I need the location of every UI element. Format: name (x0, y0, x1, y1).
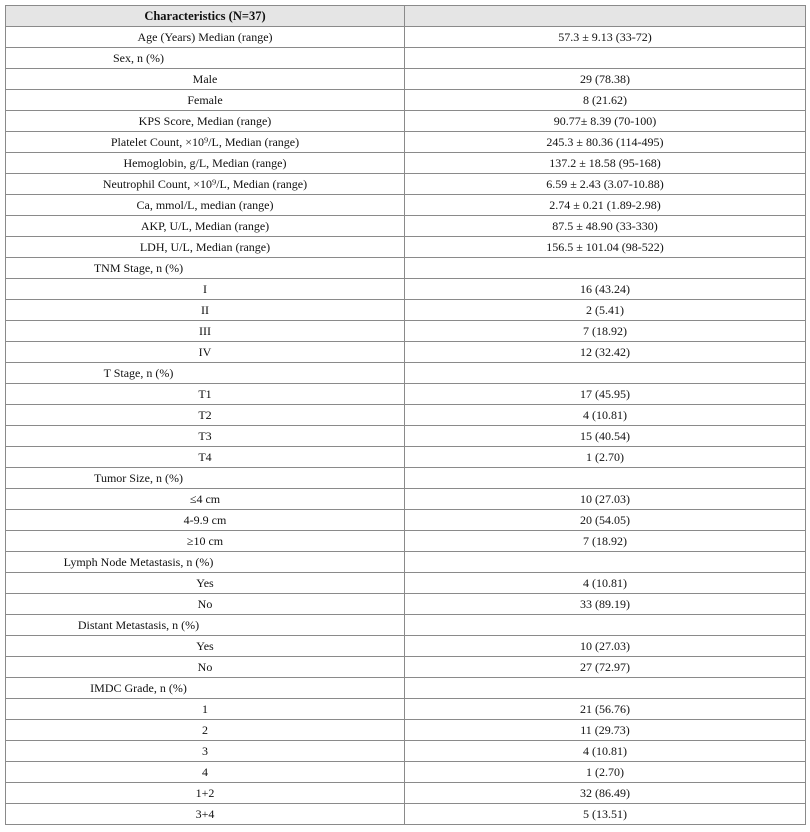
header-cell-value (405, 6, 806, 27)
row-label-cell: 1+2 (6, 783, 405, 804)
row-label-cell: ≥10 cm (6, 531, 405, 552)
row-value-cell: 4 (10.81) (405, 741, 806, 762)
row-label-cell: 4-9.9 cm (6, 510, 405, 531)
table-row (6, 594, 806, 615)
table-header-row (6, 6, 806, 27)
row-label-cell: 4 (6, 762, 405, 783)
row-value-cell: 7 (18.92) (405, 321, 806, 342)
table-row (6, 69, 806, 90)
table-row (6, 636, 806, 657)
characteristics-table-container (5, 5, 805, 825)
row-label-cell: Female (6, 90, 405, 111)
row-value-cell (405, 363, 806, 384)
section-label: IMDC Grade, n (%) (90, 681, 187, 695)
row-value-cell: 20 (54.05) (405, 510, 806, 531)
row-value-cell: 11 (29.73) (405, 720, 806, 741)
table-row (6, 216, 806, 237)
section-label: Lymph Node Metastasis, n (%) (63, 555, 214, 569)
row-label-cell: LDH, U/L, Median (range) (6, 237, 405, 258)
row-label-cell: T4 (6, 447, 405, 468)
table-row (6, 405, 806, 426)
table-row (6, 426, 806, 447)
table-row (6, 384, 806, 405)
table-row (6, 762, 806, 783)
row-label-cell: ≤4 cm (6, 489, 405, 510)
table-row (6, 657, 806, 678)
row-label-cell: I (6, 279, 405, 300)
row-value-cell (405, 48, 806, 69)
table-row (6, 174, 806, 195)
row-label-cell: T3 (6, 426, 405, 447)
row-value-cell: 17 (45.95) (405, 384, 806, 405)
row-value-cell (405, 552, 806, 573)
row-value-cell: 6.59 ± 2.43 (3.07-10.88) (405, 174, 806, 195)
row-value-cell: 21 (56.76) (405, 699, 806, 720)
table-row (6, 300, 806, 321)
section-label-cell (6, 258, 405, 279)
row-value-cell: 245.3 ± 80.36 (114-495) (405, 132, 806, 153)
table-row (6, 90, 806, 111)
row-value-cell: 16 (43.24) (405, 279, 806, 300)
row-label-cell: IV (6, 342, 405, 363)
row-label-cell: Yes (6, 573, 405, 594)
table-section-row (6, 363, 806, 384)
table-section-row (6, 615, 806, 636)
row-value-cell: 87.5 ± 48.90 (33-330) (405, 216, 806, 237)
row-label-cell: Platelet Count, ×10⁹/L, Median (range) (6, 132, 405, 153)
section-label-cell (6, 363, 405, 384)
row-label-cell: Neutrophil Count, ×10⁹/L, Median (range) (6, 174, 405, 195)
table-row (6, 132, 806, 153)
section-label-cell (6, 615, 405, 636)
row-value-cell (405, 258, 806, 279)
row-label-cell: 1 (6, 699, 405, 720)
table-section-row (6, 468, 806, 489)
table-section-row (6, 678, 806, 699)
table-row (6, 741, 806, 762)
table-section-row (6, 258, 806, 279)
row-value-cell: 10 (27.03) (405, 636, 806, 657)
row-value-cell: 32 (86.49) (405, 783, 806, 804)
section-label: TNM Stage, n (%) (93, 261, 184, 275)
row-value-cell: 12 (32.42) (405, 342, 806, 363)
table-row (6, 510, 806, 531)
section-label-cell (6, 552, 405, 573)
table-row (6, 783, 806, 804)
section-label-cell (6, 48, 405, 69)
row-label-cell: No (6, 594, 405, 615)
row-value-cell (405, 468, 806, 489)
section-label: Sex, n (%) (113, 51, 164, 65)
row-label-cell: III (6, 321, 405, 342)
table-section-row (6, 48, 806, 69)
row-label-cell: 2 (6, 720, 405, 741)
row-value-cell: 137.2 ± 18.58 (95-168) (405, 153, 806, 174)
row-value-cell: 8 (21.62) (405, 90, 806, 111)
table-row (6, 489, 806, 510)
row-label-cell: T2 (6, 405, 405, 426)
table-body (6, 6, 806, 825)
table-row (6, 342, 806, 363)
row-value-cell: 1 (2.70) (405, 447, 806, 468)
table-row (6, 573, 806, 594)
section-label: Tumor Size, n (%) (94, 471, 183, 485)
row-label-cell: Yes (6, 636, 405, 657)
row-value-cell: 27 (72.97) (405, 657, 806, 678)
table-row (6, 447, 806, 468)
row-value-cell: 7 (18.92) (405, 531, 806, 552)
row-value-cell: 2 (5.41) (405, 300, 806, 321)
table-row (6, 531, 806, 552)
row-label-cell: Male (6, 69, 405, 90)
row-value-cell: 90.77± 8.39 (70-100) (405, 111, 806, 132)
table-section-row (6, 552, 806, 573)
row-value-cell: 57.3 ± 9.13 (33-72) (405, 27, 806, 48)
row-label-cell: AKP, U/L, Median (range) (6, 216, 405, 237)
row-label-cell: KPS Score, Median (range) (6, 111, 405, 132)
table-row (6, 27, 806, 48)
row-value-cell: 29 (78.38) (405, 69, 806, 90)
table-row (6, 804, 806, 825)
row-label-cell: Hemoglobin, g/L, Median (range) (6, 153, 405, 174)
characteristics-table (5, 5, 806, 825)
row-value-cell (405, 615, 806, 636)
table-row (6, 279, 806, 300)
section-label: T Stage, n (%) (103, 366, 174, 380)
row-value-cell: 156.5 ± 101.04 (98-522) (405, 237, 806, 258)
table-row (6, 699, 806, 720)
row-value-cell: 4 (10.81) (405, 573, 806, 594)
row-value-cell: 1 (2.70) (405, 762, 806, 783)
row-label-cell: Age (Years) Median (range) (6, 27, 405, 48)
table-row (6, 720, 806, 741)
table-row (6, 153, 806, 174)
section-label-cell (6, 678, 405, 699)
table-row (6, 195, 806, 216)
row-label-cell: T1 (6, 384, 405, 405)
row-value-cell: 33 (89.19) (405, 594, 806, 615)
row-label-cell: 3 (6, 741, 405, 762)
row-value-cell: 5 (13.51) (405, 804, 806, 825)
row-label-cell: 3+4 (6, 804, 405, 825)
row-label-cell: Ca, mmol/L, median (range) (6, 195, 405, 216)
table-row (6, 321, 806, 342)
table-row (6, 111, 806, 132)
row-label-cell: II (6, 300, 405, 321)
header-cell-characteristics: Characteristics (N=37) (6, 6, 405, 27)
row-value-cell: 10 (27.03) (405, 489, 806, 510)
section-label: Distant Metastasis, n (%) (77, 618, 200, 632)
row-value-cell: 4 (10.81) (405, 405, 806, 426)
section-label-cell (6, 468, 405, 489)
table-row (6, 237, 806, 258)
row-value-cell: 2.74 ± 0.21 (1.89-2.98) (405, 195, 806, 216)
row-label-cell: No (6, 657, 405, 678)
row-value-cell (405, 678, 806, 699)
row-value-cell: 15 (40.54) (405, 426, 806, 447)
